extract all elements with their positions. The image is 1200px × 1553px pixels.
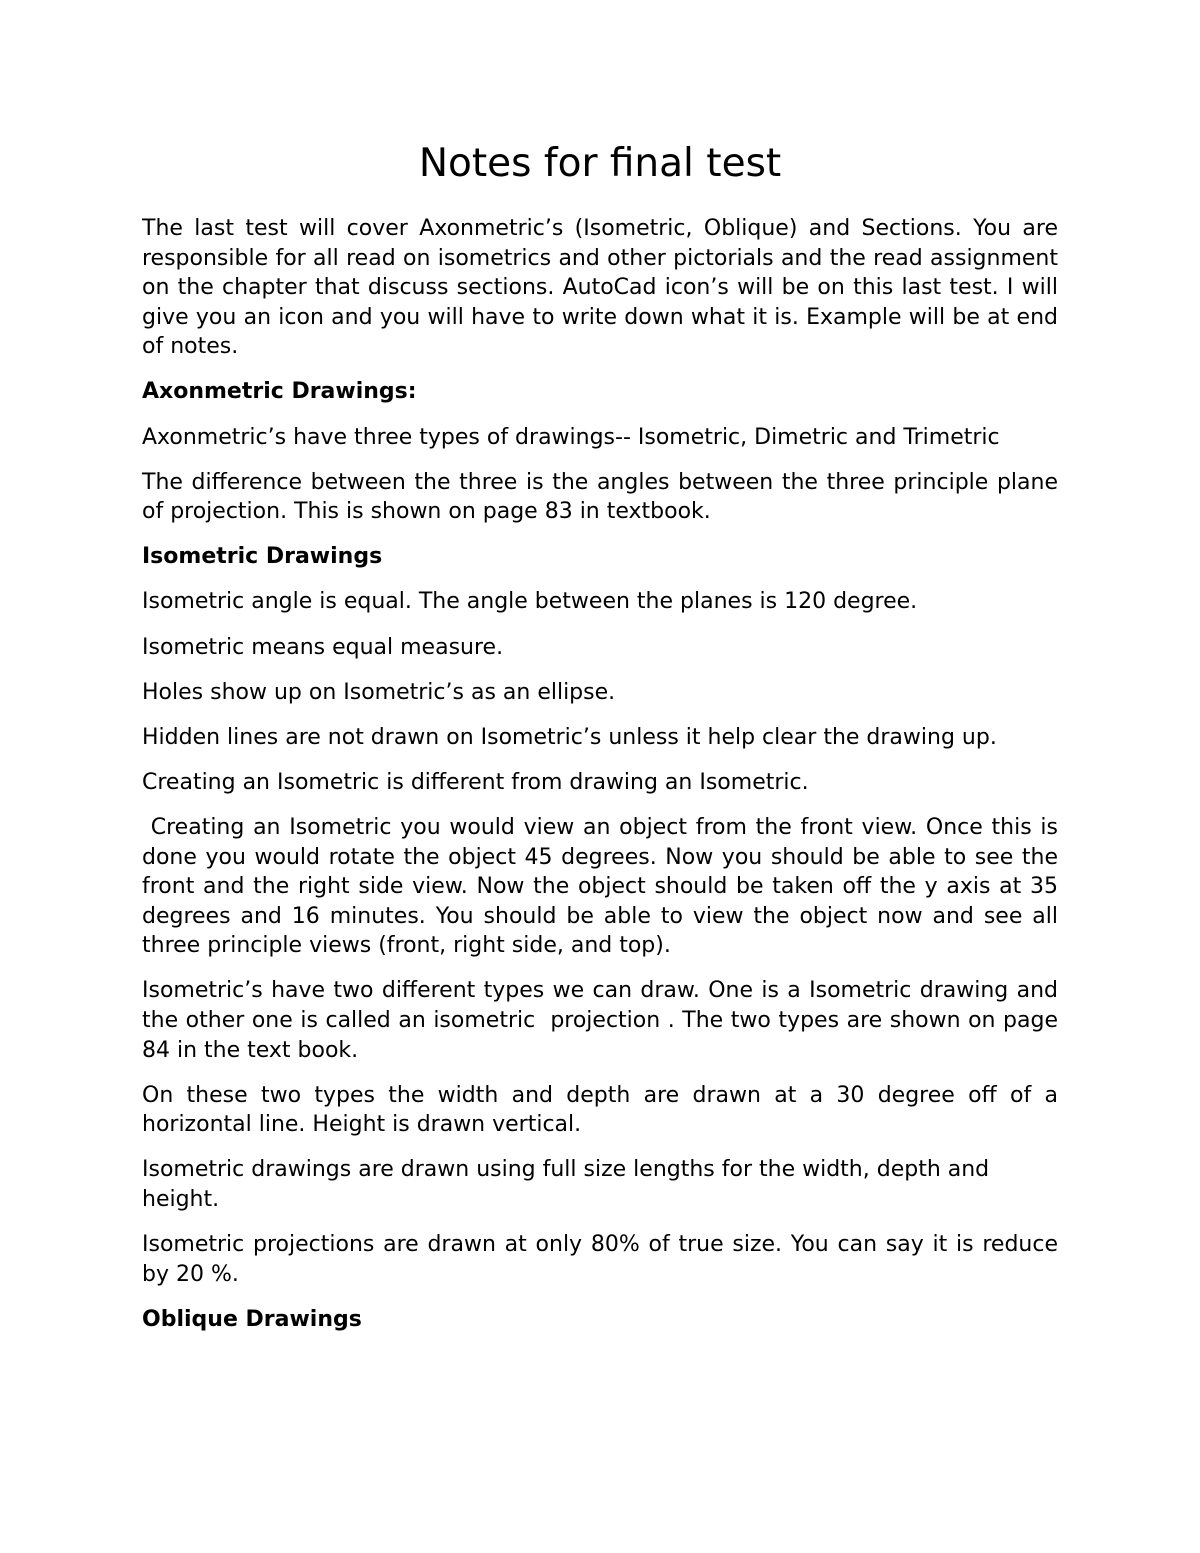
section-heading-axonmetric: Axonmetric Drawings: (142, 379, 417, 405)
paragraph-projections-size: Isometric projections are drawn at only 80% of true size. You can say it is reduce by 20 %. (142, 1232, 1058, 1287)
intro-paragraph: The last test will cover Axonmetric’s (Isometric, Oblique) and Sections. You are responsible for all read on isometrics and other pictorials and the read assignment on the chapter that discuss sections. AutoCad icon’s will be on this last test. I will give you an icon and you will have to write down what it is. Example will be at end of notes. (142, 216, 1058, 360)
paragraph-difference: The difference between the three is the angles between the three principle plane of projection. This is shown on page 83 in textbook. (142, 469, 1058, 525)
paragraph-axonmetric-types: Axonmetric’s have three types of drawings-- Isometric, Dimetric and Trimetric (142, 424, 1000, 450)
section-heading-oblique: Oblique Drawings (142, 1306, 362, 1332)
paragraph-isometric-angle: Isometric angle is equal. The angle between the planes is 120 degree. (142, 589, 918, 615)
paragraph-creating-vs-drawing: Creating an Isometric is different from drawing an Isometric. (142, 769, 809, 795)
paragraph-holes: Holes show up on Isometric’s as an ellipse. (142, 679, 616, 705)
paragraph-width-depth: On these two types the width and depth are drawn at a 30 degree off of a horizontal line. Height is drawn vertical. (142, 1082, 1058, 1138)
document-title: Notes for final test (418, 141, 782, 186)
section-heading-isometric: Isometric Drawings (142, 544, 383, 570)
document-page (142, 140, 1066, 1350)
paragraph-creating-isometric: Creating an Isometric you would view an object from the front view. Once this is done you would rotate the object 45 degrees. Now you should be able to see the front and the right side view. Now the object should be taken off the y axis at 35 degrees and 16 minutes. You should be able to view the object now and see all three principle views (front, right side, and top). (142, 814, 1066, 959)
paragraph-full-size: Isometric drawings are drawn using full size lengths for the width, depth and height. (142, 1157, 990, 1212)
paragraph-hidden-lines: Hidden lines are not drawn on Isometric’s unless it help clear the drawing up. (142, 724, 997, 750)
paragraph-two-types: Isometric’s have two different types we can draw. One is a Isometric drawing and the other one is called an isometric projection . The two types are shown on page 84 in the text book. (142, 978, 1065, 1063)
paragraph-isometric-meaning: Isometric means equal measure. (142, 634, 504, 660)
